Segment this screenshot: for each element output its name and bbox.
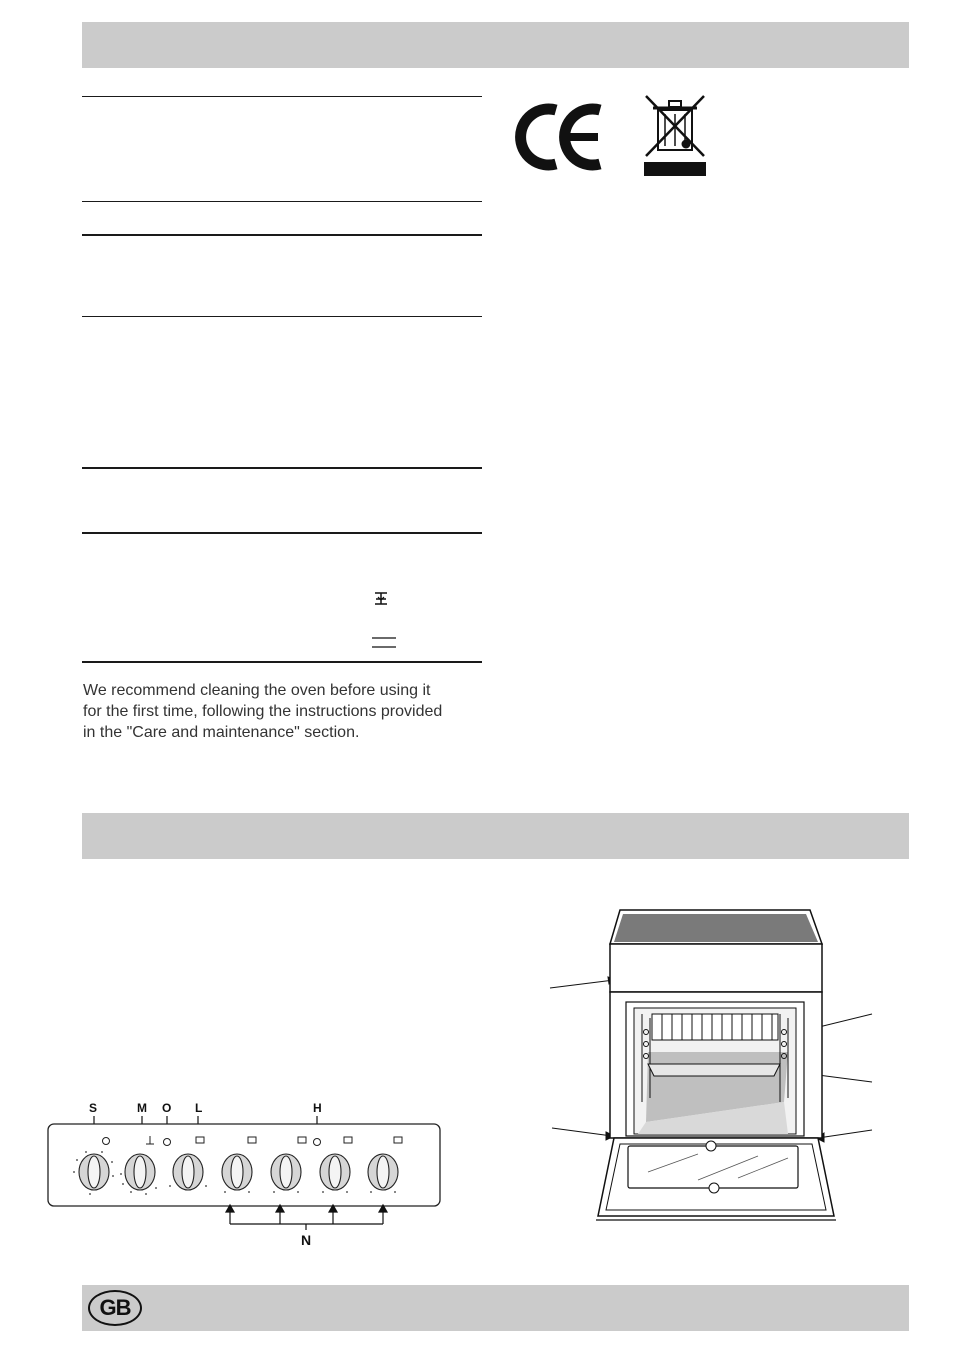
label-l: L [195, 1101, 203, 1115]
intro-paragraph: We recommend cleaning the oven before using it for the first time, following the instructions provided in the "Care and maintenance" section. [83, 682, 443, 741]
weee-crossed-bin-icon [642, 92, 708, 178]
table-rule [82, 201, 482, 202]
table-rule [82, 96, 482, 97]
table-rule [82, 661, 482, 663]
table-rule [82, 234, 482, 236]
ce-mark-icon [508, 100, 608, 174]
table-rule [82, 316, 482, 317]
control-panel-diagram [46, 1114, 446, 1232]
warning-symbol-icon [372, 590, 390, 608]
table-rule [82, 467, 482, 469]
label-m: M [137, 1101, 147, 1115]
footer-band [82, 1285, 909, 1331]
label-s: S [89, 1101, 98, 1115]
oven-illustration [548, 902, 878, 1230]
header-band-middle [82, 813, 909, 859]
header-band-top [82, 22, 909, 68]
label-o: O [162, 1101, 172, 1115]
dc-symbol-icon [370, 634, 398, 650]
table-rule [82, 532, 482, 534]
language-badge: GB [88, 1290, 142, 1326]
label-n: N [301, 1232, 312, 1248]
label-h: H [313, 1101, 322, 1115]
